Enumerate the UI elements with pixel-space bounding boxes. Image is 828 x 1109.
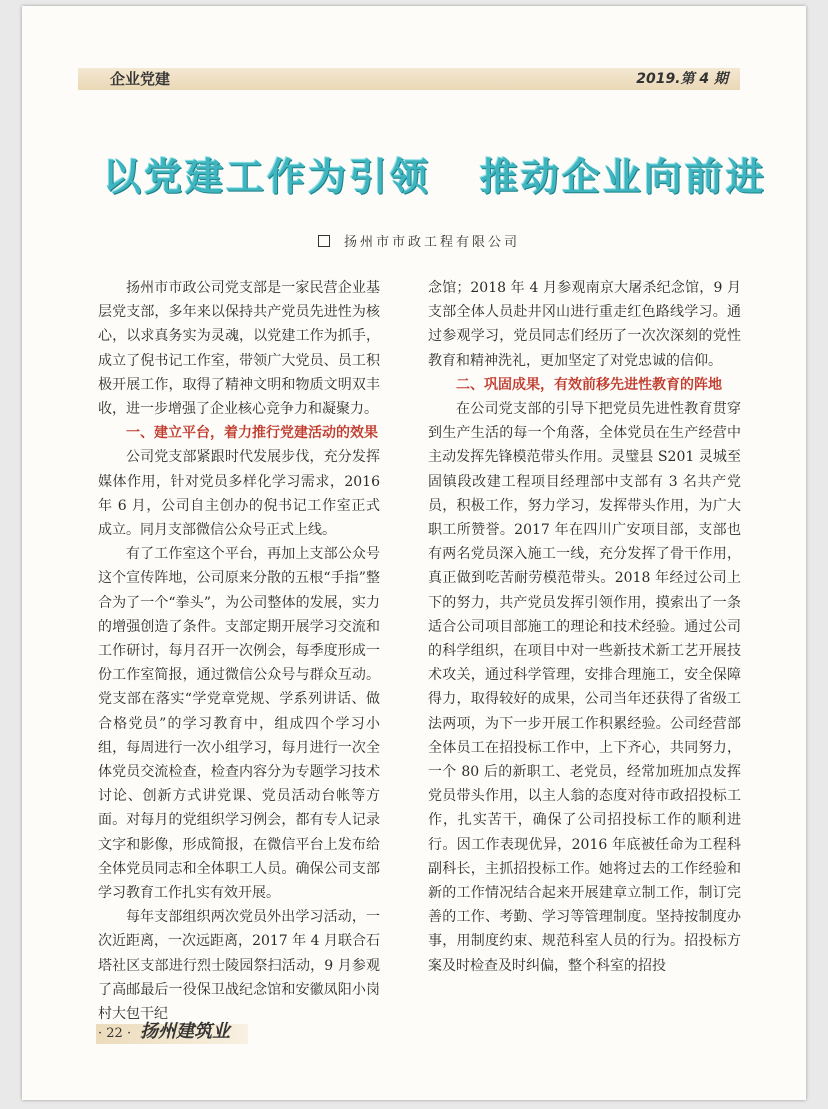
paragraph: 公司党支部紧跟时代发展步伐，充分发挥媒体作用，针对党员多样化学习需求，2016 年 6 月，公司自主创办的倪书记工作室正式成立。同月支部微信公众号正式上线。 [98, 449, 380, 539]
left-column [98, 276, 380, 1026]
byline [318, 233, 520, 253]
section-heading-2: 二、巩固成果，有效前移先进性教育的阵地 [456, 376, 722, 393]
paragraph: 在公司党支部的引导下把党员先进性教育贯穿到生产生活的每一个角落，全体党员在生产经营中主动发挥先锋模范带头作用。灵璧县 S201 灵城至固镇段改建工程项目经理部中支部有 3 名共产党员，积极工作，努力学习，发挥带头作用，为广大职工所赞誉。2017 年在四川广安项目部，支部也有两名党员深入施工一线，充分发挥了骨干作用，真正做到吃苦耐劳模范带头。2018 年经过公司上下的努力，共产党员发挥引领作用，摸索出了一条适合公司项目部施工的理论和技术经验。通过公司的科学组织，在项目中对一些新技术新工艺开展技术攻关，通过科学管理，安排合理施工，安全保障得力，取得较好的成果，公司当年还获得了省级工法两项，为下一步开展工作积累经验。公司经营部全体员工在招投标工作中，上下齐心，共同努力，一个 80 后的新职工、老党员，经常加班加点发挥党员带头作用，以主人翁的态度对待市政招投标工作，扎实苦干，确保了公司招投标工作的顺利进行。因工作表现优异，2016 年底被任命为工程科副科长，主抓招投标工作。她将过去的工作经验和新的工作情况结合起来开展建章立制工作，制订完善的工作、考勤、学习等管理制度。坚持按制度办事，用制度约束、规范科室人员的行为。招投标方案及时检查及时纠偏，整个科室的招投 [428, 401, 741, 974]
paragraph: 有了工作室这个平台，再加上支部公众号这个宣传阵地，公司原来分散的五根“手指”整合为了一个“拳头”，为公司整体的发展，实力的增强创造了条件。支部定期开展学习交流和工作研讨，每月召开一次例会，每季度形成一份工作室简报，通过微信公众号与群众互动。党支部在落实“学党章党规、学系列讲话、做合格党员”的学习教育中，组成四个学习小组，每周进行一次小组学习，每月进行一次全体党员交流检查，检查内容分为专题学习技术讨论、创新方式讲党课、党员活动台帐等方面。对每月的党组织学习例会，都有专人记录文字和影像，形成简报，在微信平台上发布给全体党员同志和全体职工人员。确保公司支部学习教育工作扎实有效开展。 [98, 546, 380, 902]
magazine-logo: 扬州建筑业 [140, 1021, 230, 1042]
square-icon [318, 235, 330, 247]
issue-label: 2019.第 4 期 [636, 71, 728, 87]
author-org: 扬州市市政工程有限公司 [344, 235, 521, 250]
paragraph: 每年支部组织两次党员外出学习活动，一次近距离，一次远距离，2017 年 4 月联合石塔社区支部进行烈士陵园祭扫活动，9 月参观了高邮最后一役保卫战纪念馆和安徽凤阳小岗村大包干纪 [98, 909, 380, 1023]
right-column [428, 276, 741, 978]
paragraph: 扬州市市政公司党支部是一家民营企业基层党支部，多年来以保持共产党员先进性为核心，以求真务实为灵魂，以党建工作为抓手，成立了倪书记工作室，带领广大党员、员工积极开展工作，取得了精神文明和物质文明双丰收，进一步增强了企业核心竞争力和凝聚力。 [98, 280, 380, 418]
section-heading-1: 一、建立平台，着力推行党建活动的效果 [126, 425, 378, 442]
section-label: 企业党建 [110, 70, 171, 88]
paragraph-continued: 念馆；2018 年 4 月参观南京大屠杀纪念馆，9 月支部全体人员赴井冈山进行重走红色路线学习。通过参观学习，党员同志们经历了一次次深刻的党性教育和精神洗礼，更加坚定了对党忠诚的信仰。 [428, 280, 741, 369]
page-number: · 22 · [98, 1026, 132, 1041]
article-title: 以党建工作为引领 推动企业向前进 [103, 155, 767, 199]
